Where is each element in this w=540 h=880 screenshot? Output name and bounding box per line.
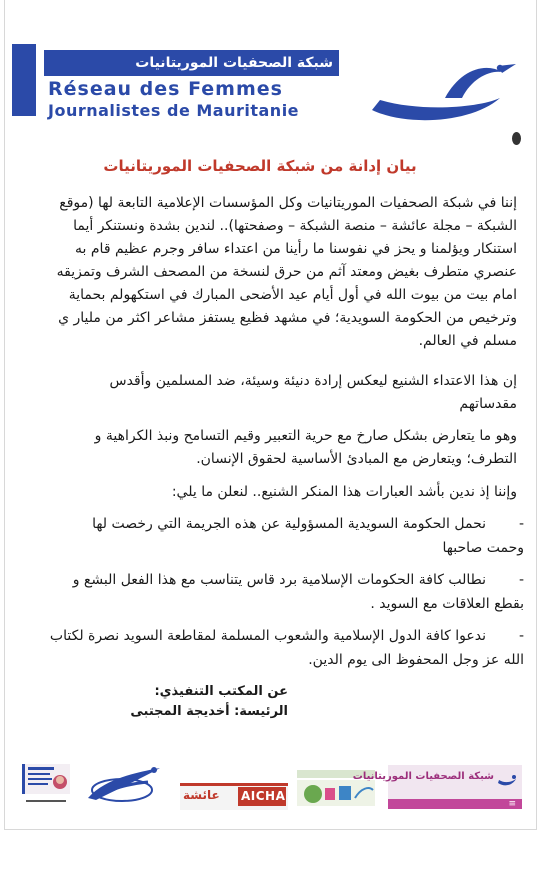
network-footer-text: شبكة الصحفيات الموريتانيات xyxy=(352,771,494,782)
demand-line: الله عز وجل المحفوظ الى يوم الدين. xyxy=(308,652,524,668)
demand-line: نحمل الحكومة السويدية المسؤولية عن هذه الجريمة التي رخصت لها xyxy=(92,516,486,532)
aicha-arabic-text: عائشة xyxy=(183,788,220,802)
paragraph-line: إن هذا الاعتداء الشنيع ليعكس إرادة دنيئة وسيئة، ضد المسلمين وأقدس xyxy=(109,373,517,389)
paragraph-intro xyxy=(17,192,517,353)
paragraph-announcement xyxy=(17,481,517,504)
paragraph-line: التطرف؛ ويتعارض مع المبادئ الأساسية لحقوق الإنسان. xyxy=(196,451,517,467)
paragraph-line: عنصري متطرف بغيض ومعتد آثم من حرق لنسخة من المصحف الشرف وتمزيقه xyxy=(56,264,517,280)
network-small-logo xyxy=(20,758,72,810)
paragraph-line: مقدساتهم xyxy=(459,396,517,412)
paragraph-condemnation xyxy=(17,370,517,416)
demand-line: ندعوا كافة الدول الإسلامية والشعوب المسلمة لمقاطعة السويد نصرة لكتاب xyxy=(49,628,486,644)
network-footer-bar xyxy=(388,799,522,809)
paragraph-line: مسلم في العالم. xyxy=(418,333,517,349)
statement-title: بيان إدانة من شبكة الصحفيات الموريتانيات xyxy=(103,157,417,175)
paragraph-line: استنكار ويؤلمنا و يحز في نفوسنا ما رأينا من اعتداء سافر وجرم عظيم قام به xyxy=(75,241,517,257)
aicha-magazine-logo xyxy=(180,783,288,810)
signature-president: الرئيسة: أخديجة المجتبى xyxy=(130,704,288,719)
bird-mini-icon xyxy=(496,769,518,789)
bird-logo-icon xyxy=(350,40,520,130)
bullet-marker xyxy=(512,132,521,145)
demand-line: وحمت صاحبها xyxy=(442,540,524,556)
swirl-logo-icon xyxy=(82,760,168,806)
list-dash: - xyxy=(518,572,524,588)
demand-item xyxy=(18,624,524,672)
paragraph-rights xyxy=(17,425,517,471)
list-dash: - xyxy=(518,628,524,644)
demand-item xyxy=(18,512,524,560)
demand-line: نطالب كافة الحكومات الإسلامية برد قاس يتناسب مع هذا الفعل البشع و xyxy=(72,572,486,588)
aicha-latin-text: AICHA xyxy=(241,789,286,803)
menu-icon: ≡ xyxy=(508,799,516,809)
logo-blue-bar xyxy=(12,44,36,116)
demand-item xyxy=(18,568,524,616)
swirl-logo xyxy=(82,760,168,806)
list-dash: - xyxy=(518,516,524,532)
logo-french-line2: Journalistes de Mauritanie xyxy=(48,101,300,120)
page-frame-bottom xyxy=(4,829,537,830)
header-logo xyxy=(0,30,540,130)
network-small-logo-icon xyxy=(20,758,72,810)
paragraph-line: وإننا إذ ندين بأشد العبارات هذا المنكر الشنيع.. لنعلن ما يلي: xyxy=(171,484,517,500)
network-footer-logo xyxy=(352,765,522,809)
logo-french-line1: Réseau des Femmes xyxy=(48,78,283,100)
paragraph-line: امام بيت من بيوت الله في أول أيام عيد الأضحى المبارك في استكهولم بحماية xyxy=(68,287,517,303)
paragraph-line: وهو ما يتعارض بشكل صارخ مع حرية التعبير وقيم التسامح ونبذ الكراهية و xyxy=(94,428,517,444)
signature-office: عن المكتب التنفيذي: xyxy=(154,684,288,699)
paragraph-line: وترخيص من الحكومة السويدية؛ في مشهد فظيع يستفز مشاعر اكثر من مليار ي xyxy=(58,310,517,326)
demand-line: بقطع العلاقات مع السويد . xyxy=(370,596,524,612)
logo-arabic-name: شبكة الصحفيات الموريتانيات xyxy=(44,50,339,76)
paragraph-line: الشبكة – مجلة عائشة – منصة الشبكة – وصفحتها).. لندين بشدة ونستنكر أيما xyxy=(73,218,517,234)
paragraph-line: إننا في شبكة الصحفيات الموريتانيات وكل المؤسسات الإعلامية التابعة لها (موقع xyxy=(59,195,517,211)
